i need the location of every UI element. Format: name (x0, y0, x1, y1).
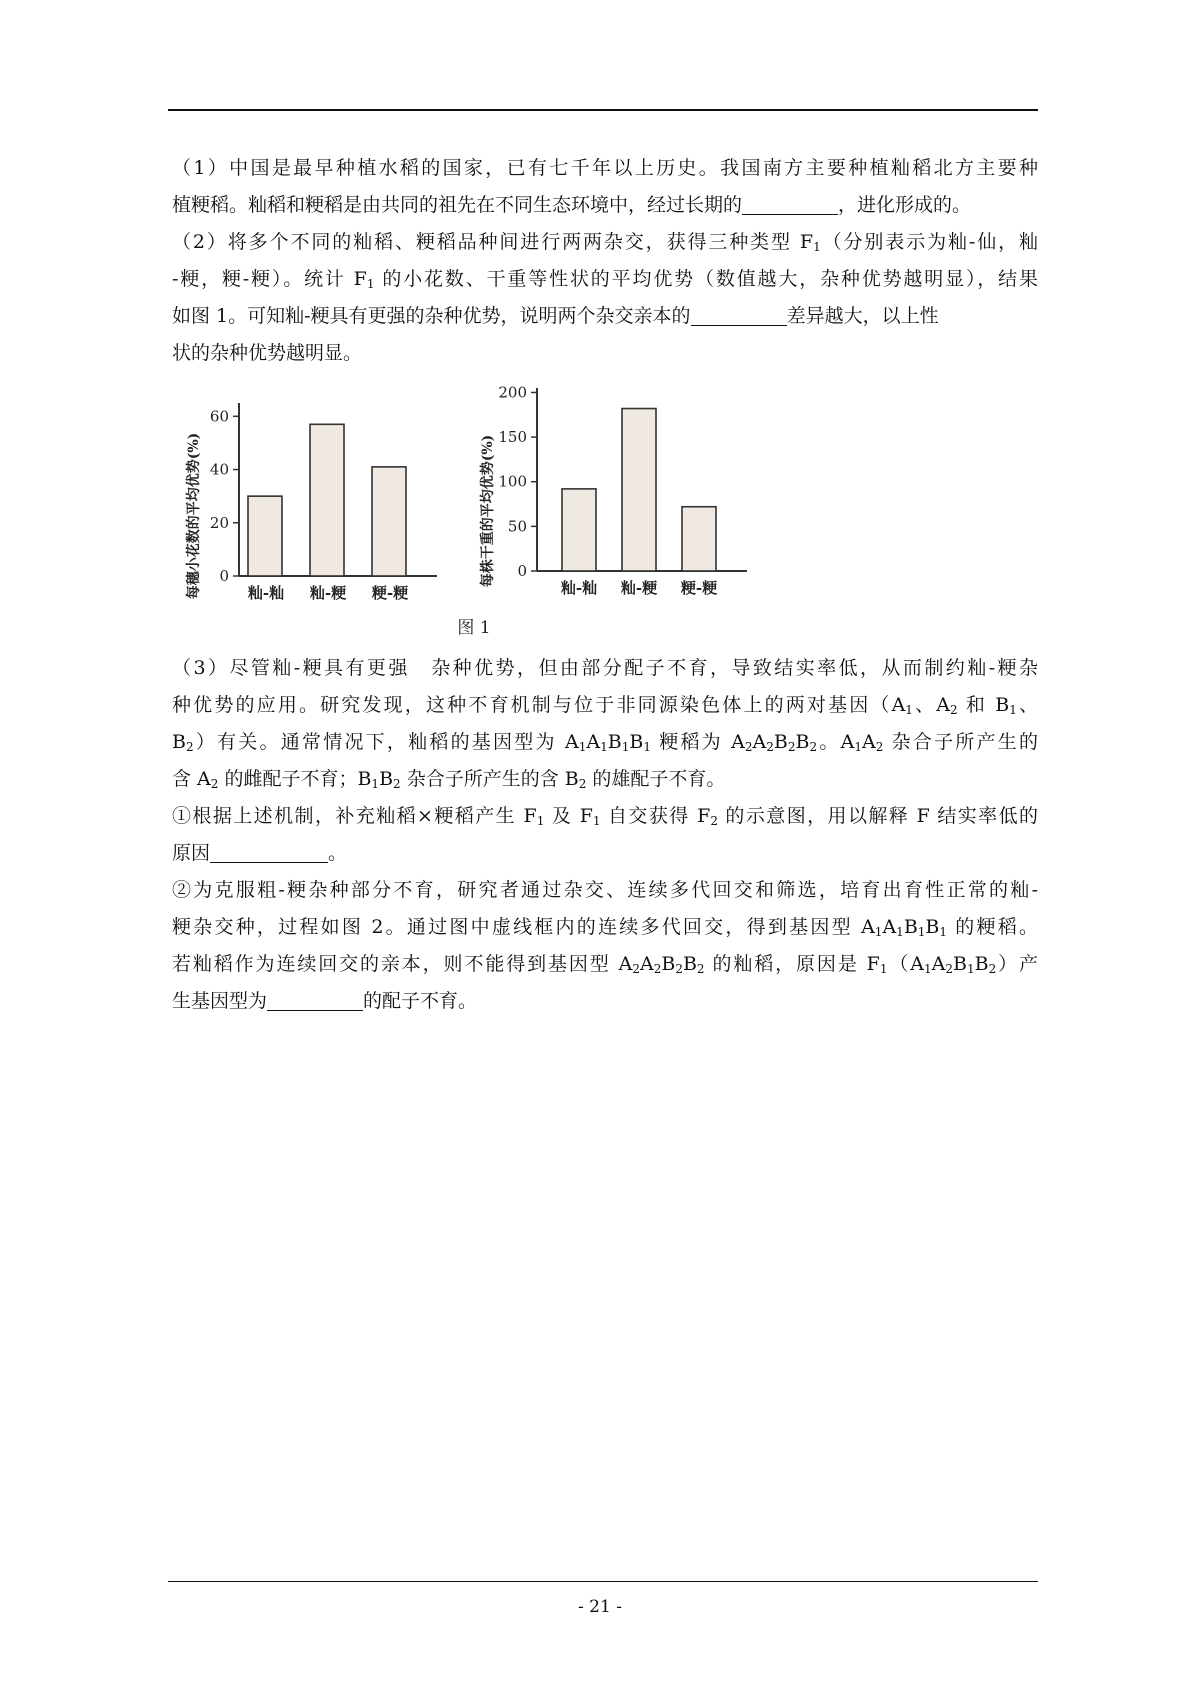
q3-part2-line-4: 生基因型为 的配子不育。 (172, 990, 478, 1012)
chart-1-tick-label: 20 (209, 513, 229, 532)
figure-1 (172, 376, 1038, 648)
page-number: - 21 - (578, 1597, 622, 1617)
q2-line-2: -粳，粳-粳）。统计 $F_1$ 的小花数、干重等性状的平均优势（数值越大，杂种优势越明显），结果 (172, 268, 1038, 291)
chart-2-tick-label: 150 (498, 428, 527, 447)
chart-2-ylabel: 每株干重的平均优势(%) (480, 434, 496, 588)
q3-part2-line-1: ②为克服粗-粳杂种部分不育，研究者通过杂交、连续多代回交和筛选，培育出育性正常的籼- (172, 879, 1038, 901)
chart-2-bar-1 (562, 489, 596, 571)
q2-line-4: 状的杂种优势越明显。 (172, 342, 363, 364)
chart-1-tick-label: 60 (209, 407, 229, 426)
answer-blank-3[interactable] (210, 840, 328, 863)
header-rule (168, 109, 1038, 111)
chart-1-bar-1 (248, 496, 282, 576)
q3-part2-line-3: 若籼稻作为连续回交的亲本，则不能得到基因型 $A_2A_2B_2B_2$ 的籼稻，原因是 $F_1(A_1A_2B_1B_2)$产 (172, 953, 1038, 976)
answer-blank-2[interactable] (691, 303, 787, 326)
chart-2-tick-label: 50 (507, 517, 527, 536)
chart-2-tick-label: 200 (498, 383, 527, 402)
chart-1-ylabel: 每穗小花数的平均优势(%) (186, 432, 202, 600)
chart-2-tick-label: 0 (517, 562, 527, 580)
chart-1-category-label: 籼-粳 (309, 584, 347, 602)
figure-1-charts (162, 376, 782, 648)
q3-line-1: （3）尽管籼-粳具有更强 杂种优势，但由部分配子不育，导致结实率低，从而制约籼-粳杂 (172, 657, 1038, 679)
q2-line-3: 如图 1。可知籼-粳具有更强的杂种优势，说明两个杂交亲本的 差异越大，以上性 (172, 305, 939, 327)
chart-2-category-label: 籼-粳 (620, 579, 658, 597)
q3-part1-line-1: ①根据上述机制，补充籼稻×粳稻产生 $F_1$ 及 $F_1$ 自交获得 $F_2$ 的示意图，用以解释 F 结实率低的 (172, 805, 1038, 828)
chart-2-bar-2 (622, 409, 656, 571)
q3-line-3: $B_2$）有关。通常情况下，籼稻的基因型为 $A_1A_1B_1B_1$ 粳稻为 $A_2A_2B_2B_2$。$A_1A_2$ 杂合子所产生的 (172, 731, 1038, 754)
chart-1-bar-3 (372, 467, 406, 576)
chart-2-bar-3 (682, 507, 716, 571)
q3-line-2: 种优势的应用。研究发现，这种不育机制与位于非同源染色体上的两对基因（$A_1$、$A_2$ 和 $B_1$、 (172, 694, 1038, 717)
chart-1-tick-label: 0 (219, 567, 229, 585)
chart-2-category-label: 粳-粳 (680, 579, 718, 597)
q3-part1-line-2: 原因 。 (172, 842, 348, 864)
chart-1-category-label: 籼-籼 (247, 584, 285, 602)
chart-1-category-label: 粳-粳 (371, 584, 409, 602)
chart-dryweight-advantage (479, 383, 747, 597)
figure-1-caption: 图 1 (457, 618, 491, 638)
q1-line-1: （1）中国是最早种植水稻的国家，已有七千年以上历史。我国南方主要种植籼稻北方主要种 (172, 157, 1038, 179)
chart-2-tick-label: 100 (498, 472, 527, 491)
chart-floret-advantage (185, 403, 437, 602)
chart-1-tick-label: 40 (209, 460, 229, 479)
answer-blank-4[interactable] (267, 988, 363, 1011)
answer-blank-1[interactable] (742, 192, 838, 215)
document-body (172, 150, 1038, 1020)
q2-line-1: （2）将多个不同的籼稻、粳稻品种间进行两两杂交，获得三种类型 $F_1$（分别表示为籼-仙，籼 (172, 231, 1038, 254)
chart-2-category-label: 籼-籼 (560, 579, 598, 597)
q3-part2-line-2: 粳杂交种，过程如图 2。通过图中虚线框内的连续多代回交，得到基因型 $A_1A_1B_1B_1$ 的粳稻。 (172, 916, 1039, 939)
chart-1-bar-2 (310, 424, 344, 576)
q1-line-2: 植粳稻。籼稻和粳稻是由共同的祖先在不同生态环境中，经过长期的 ，进化形成的。 (172, 194, 972, 216)
q3-line-4: 含 $A_2$ 的雌配子不育；$B_1B_2$ 杂合子所产生的含 $B_2$ 的雄配子不育。 (172, 768, 726, 791)
footer-rule (168, 1581, 1038, 1582)
